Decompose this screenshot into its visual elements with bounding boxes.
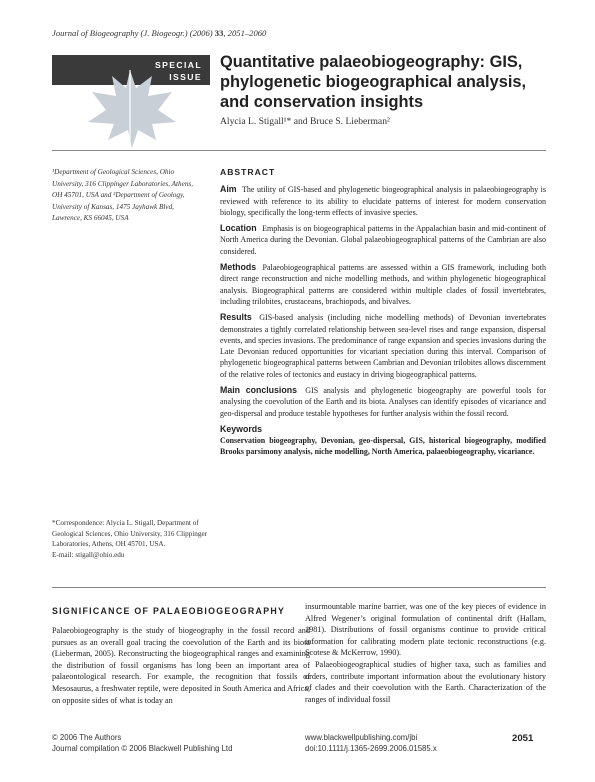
- correspondence-email[interactable]: E-mail: stigall@ohio.edu: [52, 550, 125, 559]
- abstract-methods: [220, 262, 546, 307]
- keywords-list: Conservation biogeography, Devonian, geo-dispersal, GIS, historical biogeography, modified Brooks parsimony analysis, niche modelling, North America, palaeobiogeography, vicariance.: [220, 436, 546, 457]
- special-issue-line2: ISSUE: [169, 72, 202, 82]
- abstract-conclusions-text: GIS analysis and phylogenetic biogeography are powerful tools for analysing the coevolution of the Earth and its biota. Analyses can identify episodes of vicariance and geo-dispersal and produce testable hypotheses for further analysis within the fossil record.: [220, 386, 547, 418]
- correspondence-text: *Correspondence: Alycia L. Stigall, Department of Geological Sciences, Ohio University, 316 Clippinger Laboratories, Athens, OH 45701, USA.: [52, 519, 208, 548]
- abstract-location-label: Location: [220, 223, 257, 234]
- copyright-authors: © 2006 The Authors: [52, 733, 122, 742]
- abstract-aim-label: Aim: [220, 184, 237, 195]
- body-paragraph: insurmountable marine barrier, was one of the key pieces of evidence in Alfred Wegener’s original formulation of continental drift (Hallam, 1981). Distributions of fossil organisms continue to provide critical information for calibrating modern plate tectonic reconstructions (e.g. Scotese & McKerrow, 1990).: [305, 602, 546, 658]
- copyright-journal: Journal compilation © 2006 Blackwell Publishing Ltd: [52, 743, 233, 753]
- correspondence-block: [52, 518, 212, 560]
- body-column-left: [52, 625, 310, 706]
- abstract-methods-label: Methods: [220, 262, 257, 273]
- abstract-aim: [220, 184, 546, 218]
- footer-links: [305, 733, 437, 754]
- abstract-heading: ABSTRACT: [220, 167, 276, 177]
- article-title: Quantitative palaeobiogeography: GIS, phylogenetic biogeographical analysis, and conservation insights: [220, 53, 527, 111]
- author-affiliations: ¹Department of Geological Sciences, Ohio University, 316 Clippinger Laboratories, Athens, OH 45701, USA and ²Department of Geology, University of Kansas, 1475 Jayhawk Blvd, Lawrence, KS 66045, USA: [52, 168, 194, 222]
- abstract-methods-text: Palaeobiogeographical patterns are assessed within a GIS framework, including both direct range reconstruction and niche modelling methods, and within phylogenetic biogeographical analysis. Biogeographical patterns are considered within multiple clades of fossil invertebrates, including trilobites, crustaceans, brachiopods, and bivalves.: [220, 263, 547, 306]
- body-paragraph: Palaeobiogeography is the study of biogeography in the fossil record and pursues as an overall goal tracing the coevolution of the Earth and its biota (Lieberman, 2005). Reconstructing the biogeographical ranges and examining the distribution of fossil organisms has long been an important area of palaeontological research. For example, the recognition that fossils of Mesosaurus, a freshwater reptile, were deposited in South America and Africa, on opposite sides of what is today an: [52, 626, 310, 705]
- journal-citation: [52, 28, 266, 38]
- abstract-results-label: Results: [220, 312, 252, 323]
- abstract-conclusions-label: Main conclusions: [220, 385, 298, 396]
- abstract-location-text: Emphasis is on biogeographical patterns in the Appalachian basin and mid-continent of North America during the Devonian. Global palaeobiogeographical patterns of the Cambrian are also considered.: [220, 224, 547, 256]
- journal-pages: , 2051–2060: [223, 28, 267, 38]
- header-divider: [52, 150, 546, 151]
- footer-copyright: [52, 733, 232, 754]
- leaf-icon: [72, 62, 192, 157]
- journal-url-link[interactable]: www.blackwellpublishing.com/jbi: [305, 733, 418, 742]
- abstract-location: [220, 223, 546, 257]
- abstract-conclusions: [220, 385, 546, 419]
- abstract: [220, 167, 546, 458]
- page-number: 2051: [512, 733, 534, 744]
- abstract-results-text: GIS-based analysis (including niche modelling methods) of Devonian invertebrates demonstrates a tightly correlated relationship between sea-level rises and range expansion, dispersal events, and species invasions. The predominance of range expansion and species invasions during the Late Devonian reduced opportunities for vicariant speciation during this interval. Comparison of phylogenetic biogeographical patterns between Cambrian and Devonian trilobites allows discernment of the relative roles of tectonics and eustacy in driving biogeographical patterns.: [220, 313, 547, 379]
- abstract-divider: [52, 587, 546, 588]
- abstract-aim-text: The utility of GIS-based and phylogenetic biogeographical analysis in palaeobiogeography is reviewed with reference to its ability to elucidate patterns of interest for modern conservation biology, specifically the long-term effects of invasive species.: [220, 185, 547, 217]
- body-paragraph: Palaeobiogeographical studies of higher taxa, such as families and orders, contribute important information about the evolutionary history of clades and their coevolution with the Earth. Characterization of the ranges of individual fossil: [305, 659, 546, 704]
- abstract-results: [220, 312, 546, 380]
- body-column-right: [305, 601, 546, 705]
- article-authors: Alycia L. Stigall¹* and Bruce S. Lieberman²: [220, 116, 390, 127]
- doi-link[interactable]: doi:10.1111/j.1365-2699.2006.01585.x: [305, 743, 437, 753]
- journal-volume: 33: [214, 28, 224, 38]
- journal-name: Journal of Biogeography (J. Biogeogr.) (2006): [52, 28, 213, 38]
- keywords-heading: Keywords: [220, 423, 263, 434]
- section-heading: SIGNIFICANCE OF PALAEOBIOGEOGRAPHY: [52, 606, 286, 616]
- special-issue-line1: SPECIAL: [154, 60, 202, 70]
